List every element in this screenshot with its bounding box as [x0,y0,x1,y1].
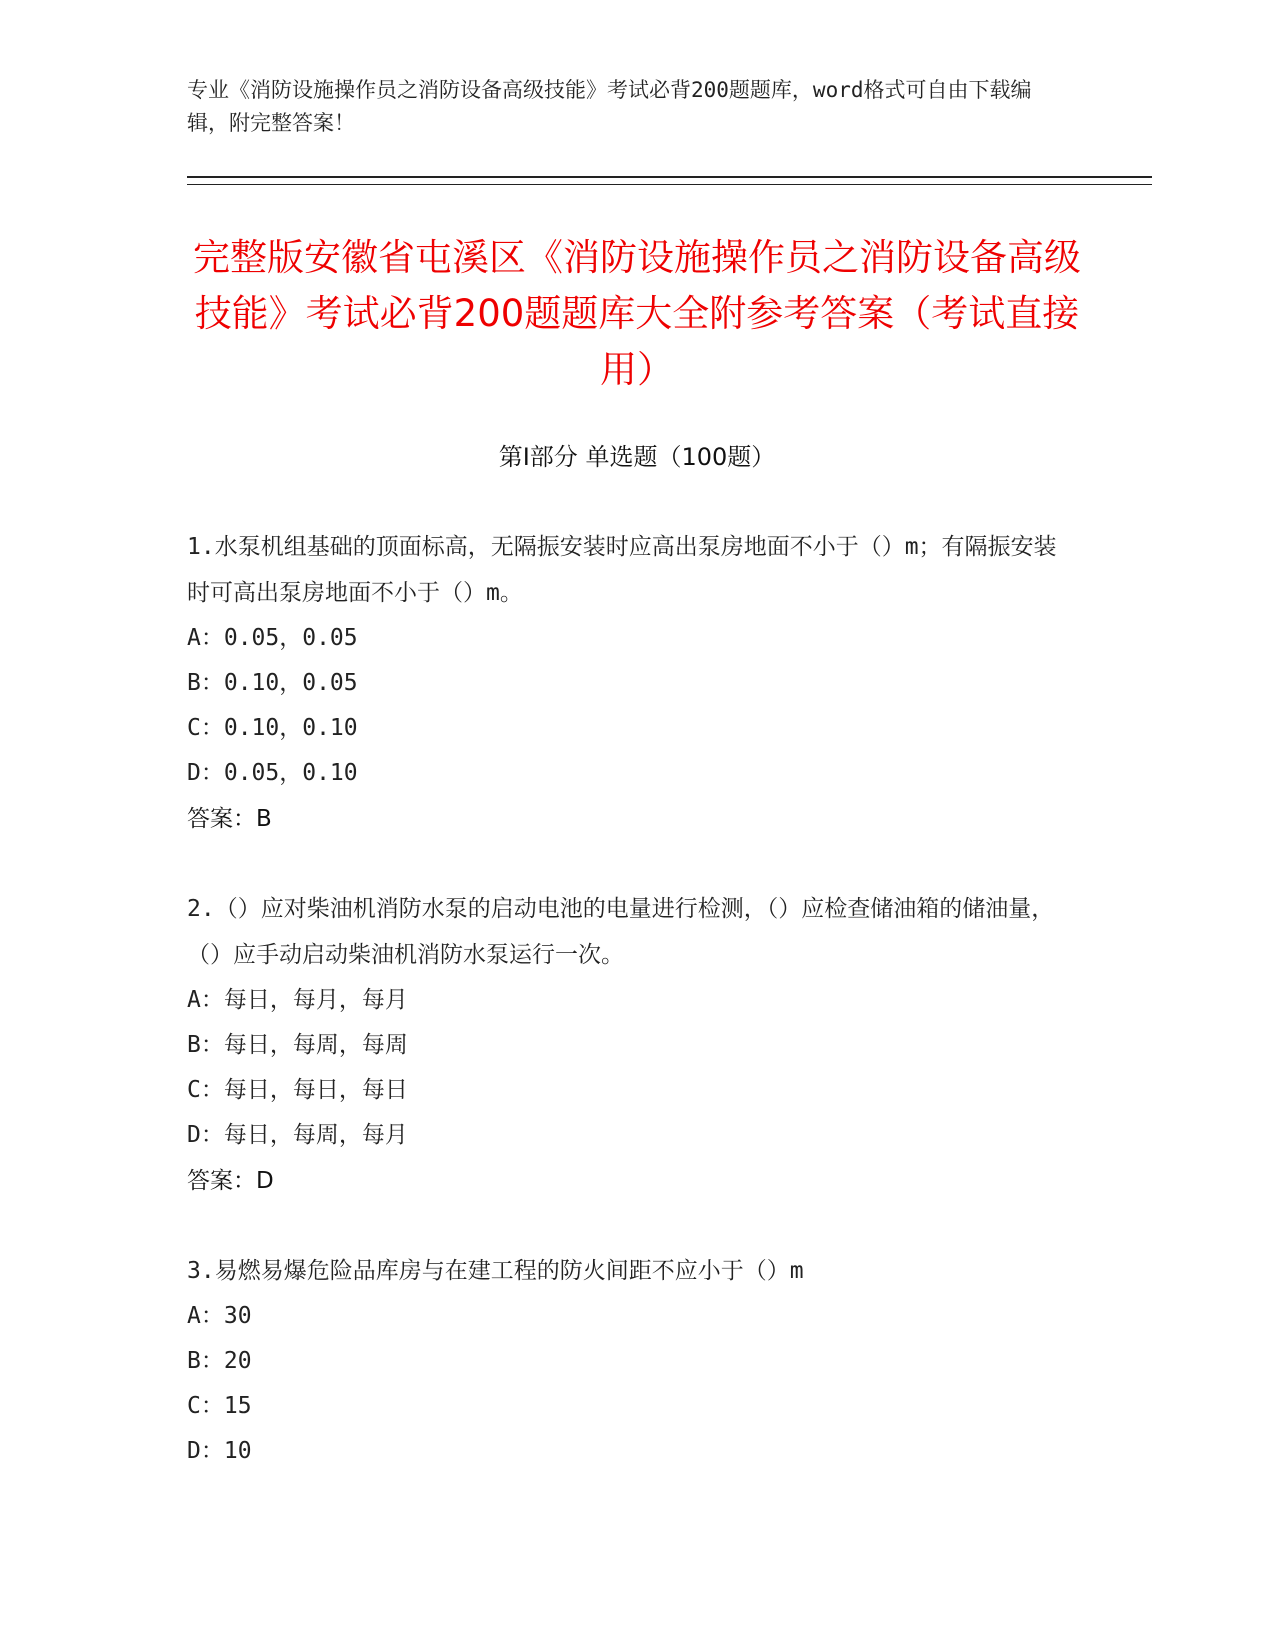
option-a: A：30 [187,1303,252,1329]
option-c: C：每日，每日，每日 [187,1077,408,1103]
question-3 [187,1248,1067,1474]
option-a: A：0.05，0.05 [187,625,358,651]
question-2 [187,886,1067,1204]
answer-label: 答案：B [187,806,272,832]
question-stem: 1.水泵机组基础的顶面标高，无隔振安装时应高出泵房地面不小于（）m；有隔振安装时可高出泵房地面不小于（）m。 [187,534,1057,606]
option-b: B：每日，每周，每周 [187,1032,408,1058]
section-title: 第Ⅰ部分 单选题（100题） [498,443,776,471]
option-d: D：每日，每周，每月 [187,1122,408,1148]
option-b: B：0.10，0.05 [187,670,358,696]
option-d: D：10 [187,1438,252,1464]
question-list [187,524,1067,1518]
option-c: C：15 [187,1393,252,1419]
header-divider-thin [187,184,1152,185]
option-a: A：每日，每月，每月 [187,987,408,1013]
header-note: 专业《消防设施操作员之消防设备高级技能》考试必背200题题库，word格式可自由下载编辑，附完整答案！ [187,78,1032,135]
option-b: B：20 [187,1348,252,1374]
question-stem: 3.易燃易爆危险品库房与在建工程的防火间距不应小于（）m [187,1258,804,1284]
header-divider-thick [187,176,1152,178]
option-d: D：0.05，0.10 [187,760,358,786]
answer-label: 答案：D [187,1168,274,1194]
question-stem: 2.（）应对柴油机消防水泵的启动电池的电量进行检测，（）应检查储油箱的储油量，（）应手动启动柴油机消防水泵运行一次。 [187,896,1055,968]
option-c: C：0.10，0.10 [187,715,358,741]
document-title: 完整版安徽省屯溪区《消防设施操作员之消防设备高级技能》考试必背200题题库大全附参考答案（考试直接用） [193,236,1081,391]
question-1 [187,524,1067,842]
